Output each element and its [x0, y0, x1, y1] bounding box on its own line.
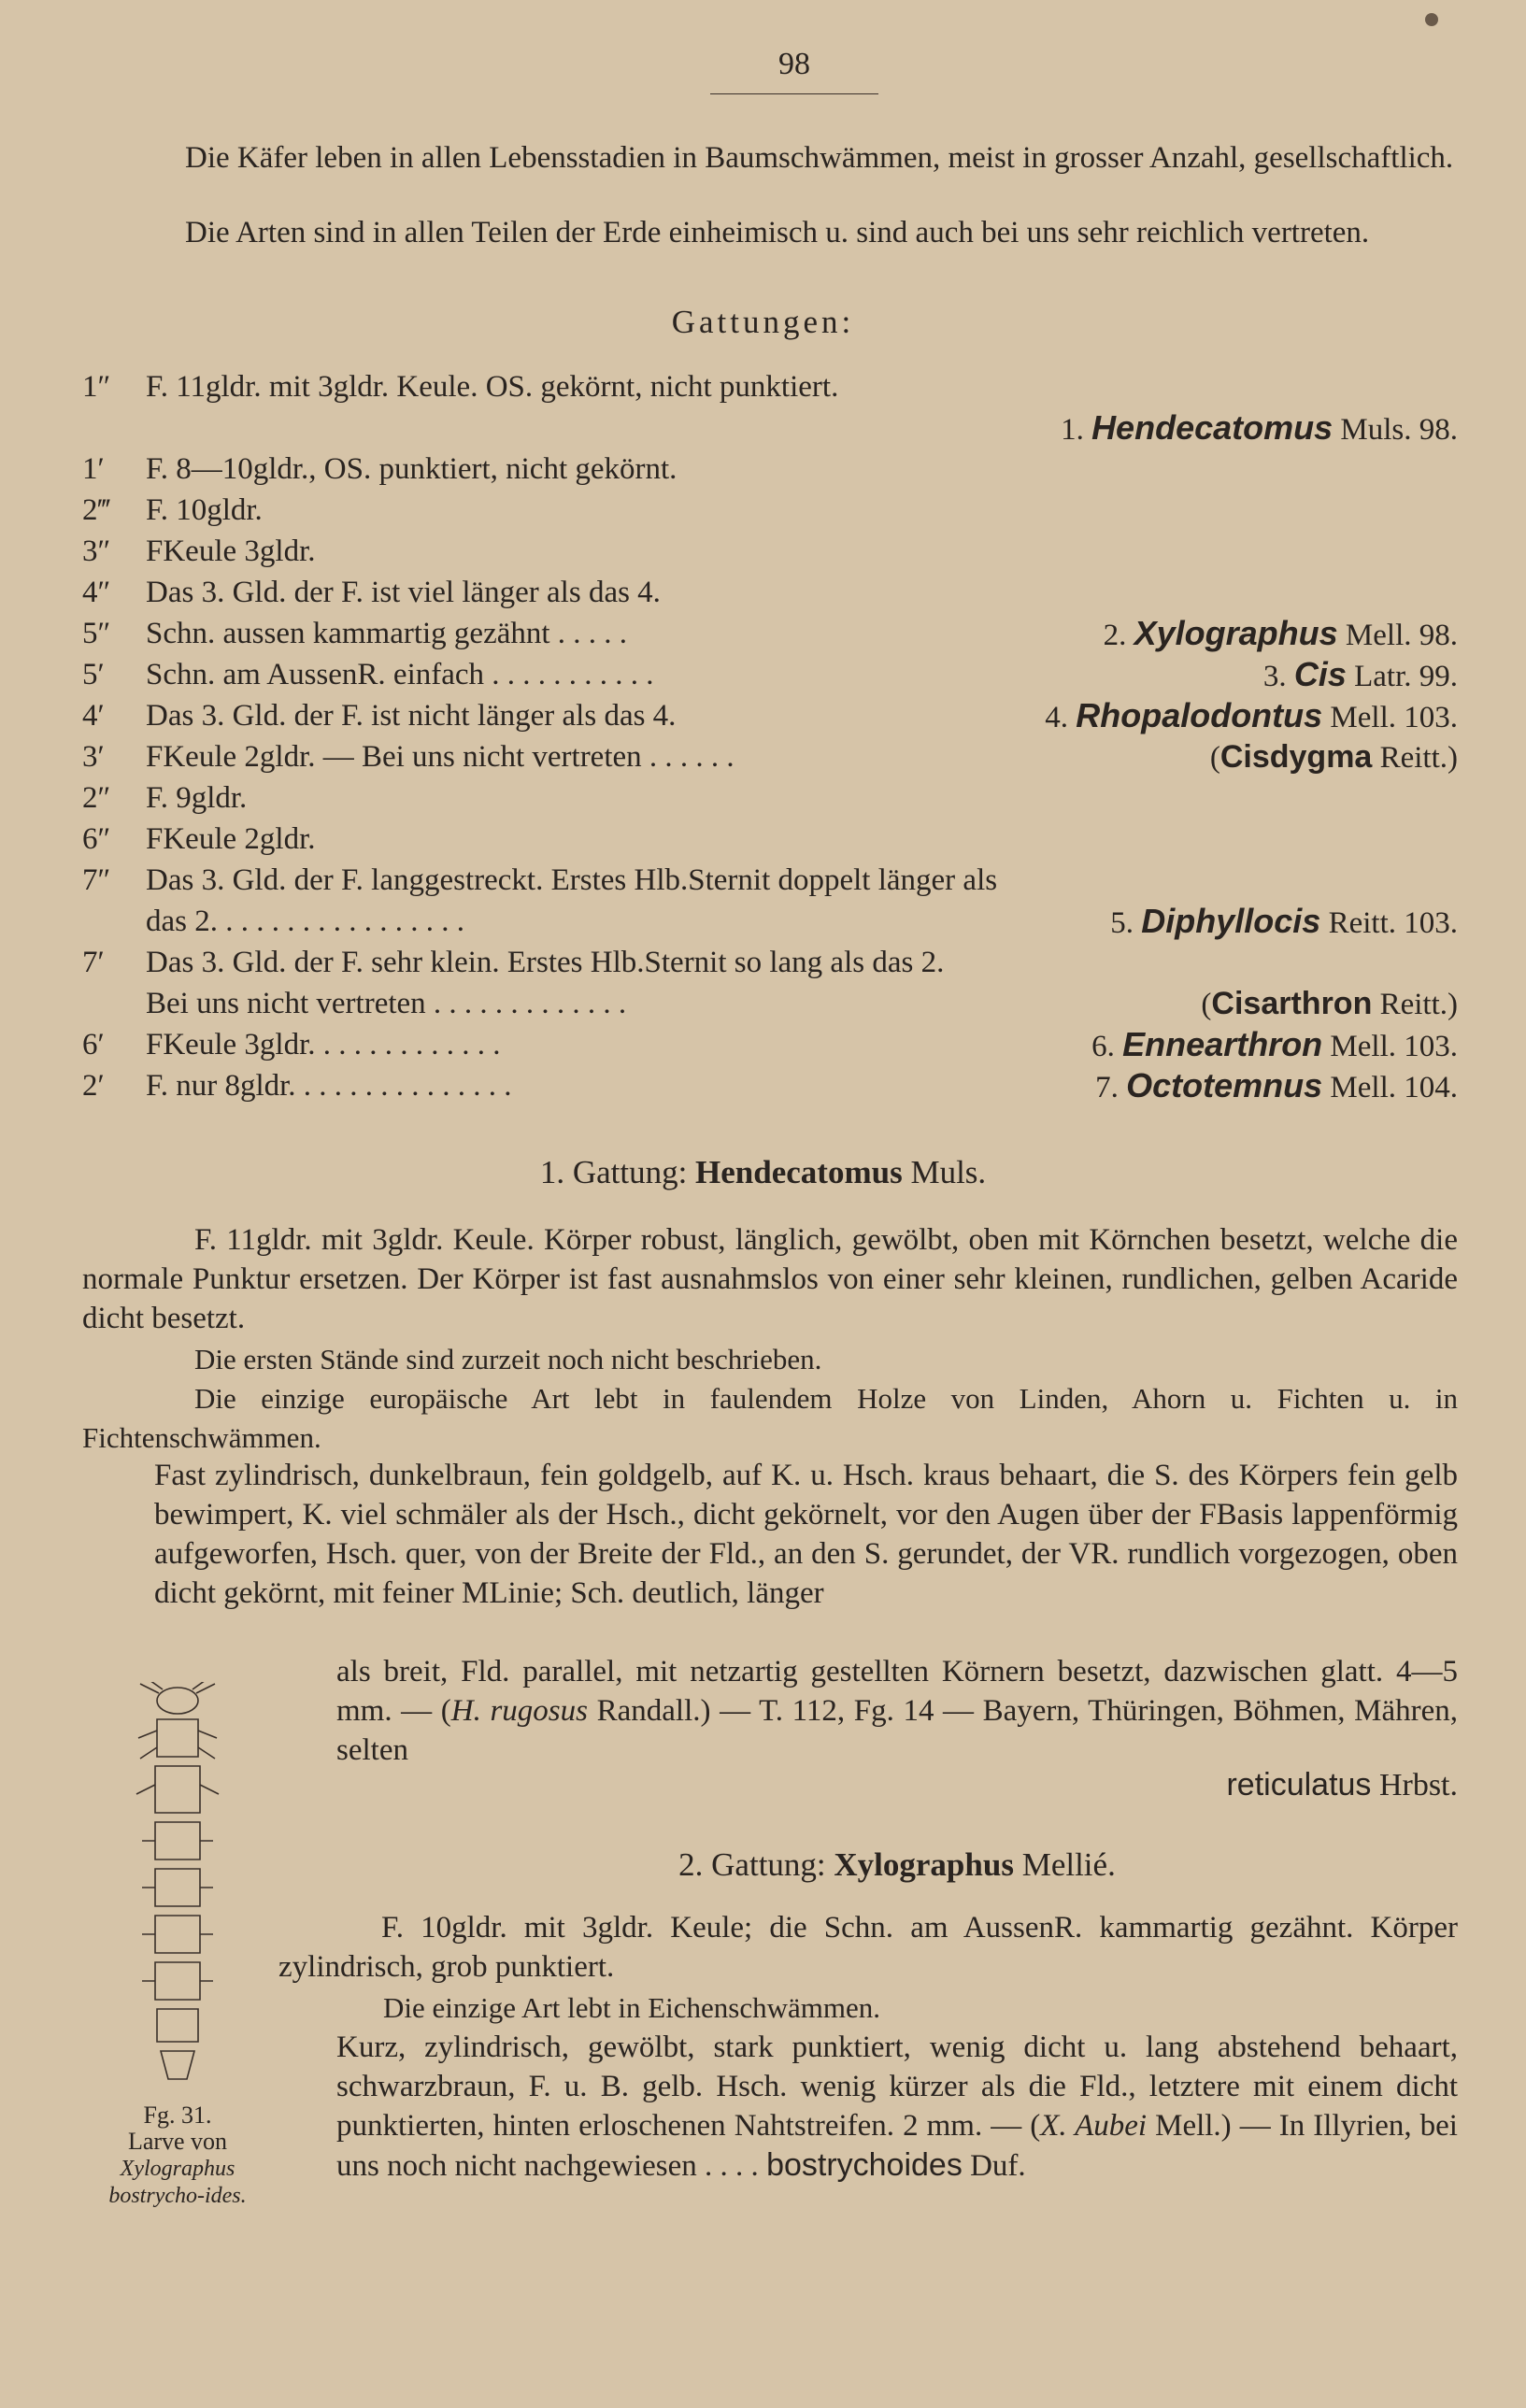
- key-row-text: Das 3. Gld. der F. sehr klein. Erstes Hlb.Sternit so lang als das 2.: [146, 946, 945, 979]
- key-row: [82, 942, 1458, 983]
- key-result-genus: Rhopalodontus: [1076, 696, 1323, 734]
- key-row: [82, 901, 1458, 942]
- key-result-genus: Octotemnus: [1126, 1066, 1323, 1104]
- genus2-heading: [336, 1846, 1458, 1884]
- page-number: 98: [778, 47, 810, 81]
- genus2-desc-text-2: Mell.) — In Illyrien, bei uns noch nicht nachgewiesen . . . .: [336, 2109, 1458, 2183]
- key-row-number: 1′: [82, 452, 105, 486]
- key-row: [82, 695, 1458, 736]
- genus2-paragraph-1: F. 10gldr. mit 3gldr. Keule; die Schn. am AussenR. kammartig gezähnt. Körper zylindrisch, grob punktiert.: [278, 1911, 1458, 1984]
- key-row-text: Das 3. Gld. der F. ist nicht länger als das 4.: [146, 699, 677, 733]
- key-result-number: 6.: [1091, 1030, 1115, 1063]
- genus1-paragraph-3: Die einzige europäische Art lebt in faulendem Holze von Linden, Ahorn u. Fichten u. in Fichtenschwämmen.: [82, 1382, 1458, 1454]
- key-row-text: Das 3. Gld. der F. ist viel länger als das 4.: [146, 576, 661, 609]
- key-row-text: F. 8—10gldr., OS. punktiert, nicht gekörnt.: [146, 452, 677, 486]
- genus2-desc-text: Kurz, zylindrisch, gewölbt, stark punktiert, wenig dicht u. lang abstehend behaart, schwarzbraun, F. u. B. gelb. Hsch. wenig kürzer als die Fld., letztere mit einem dicht punktierten, hinten erloschenen Nahtstreifen. 2 mm. — (: [336, 2030, 1458, 2143]
- key-row-result: [1095, 1065, 1458, 1108]
- intro-paragraph-2: Die Arten sind in allen Teilen der Erde einheimisch u. sind auch bei uns sehr reichlich vertreten.: [185, 216, 1370, 249]
- key-row-text: FKeule 3gldr. . . . . . . . . . . . .: [146, 1028, 501, 1062]
- genus1-heading-label: 1. Gattung:: [539, 1154, 688, 1190]
- genus1-desc-text-2: Randall.) — T. 112, Fg. 14 — Bayern, Thüringen, Böhmen, Mähren, selten: [336, 1694, 1459, 1767]
- genus2-heading-author: Mellié.: [1021, 1846, 1116, 1883]
- genus2-description: [336, 2028, 1458, 2186]
- key-result-author: Reitt.): [1379, 988, 1458, 1021]
- key-row-result: [1104, 613, 1458, 656]
- key-row: [82, 777, 1458, 819]
- key-row-number: 5″: [82, 617, 111, 650]
- genus1-species-author: Hrbst.: [1378, 1768, 1458, 1802]
- genus2-species-name: bostrychoides: [766, 2147, 963, 2183]
- key-row-number: 6″: [82, 822, 111, 856]
- key-row: [82, 1065, 1458, 1106]
- key-row: [82, 654, 1458, 695]
- genus2-heading-label: 2. Gattung:: [678, 1846, 826, 1883]
- key-row-result: [1045, 695, 1458, 738]
- key-row: [82, 1024, 1458, 1065]
- key-row-result: [1091, 1024, 1458, 1067]
- genus1-species: [1226, 1767, 1458, 1803]
- key-row-text: Schn. aussen kammartig gezähnt . . . . .: [146, 617, 628, 650]
- intro-paragraph-1: Die Käfer leben in allen Lebensstadien in Baumschwämmen, meist in grosser Anzahl, gesellschaftlich.: [185, 141, 1454, 175]
- key-row: [82, 613, 1458, 654]
- key-row: [82, 449, 1458, 490]
- genus1-species-name: reticulatus: [1226, 1767, 1372, 1802]
- key-row-text: das 2. . . . . . . . . . . . . . . . .: [146, 905, 464, 938]
- key-result-genus: Diphyllocis: [1141, 902, 1321, 940]
- key-result-number: 3.: [1262, 660, 1287, 693]
- genus1-description-cont: [336, 1652, 1458, 1770]
- genus1-heading: [0, 1154, 1526, 1191]
- genus2-paragraph-2: Die einzige Art lebt in Eichenschwämmen.: [383, 1991, 880, 2024]
- genus2-species-author: Duf.: [970, 2149, 1026, 2183]
- key-row: [82, 860, 1458, 901]
- key-result-author: Mell. 103.: [1330, 701, 1458, 734]
- key-row-result: [1061, 407, 1458, 450]
- figure-caption-species: Xylographus bostrycho-ides.: [108, 2157, 247, 2208]
- key-row-text: FKeule 2gldr. — Bei uns nicht vertreten . . . . . .: [146, 740, 734, 774]
- key-row-number: 6′: [82, 1028, 105, 1062]
- key-result-genus: Xylographus: [1134, 614, 1338, 652]
- key-result-genus: Hendecatomus: [1091, 408, 1333, 447]
- key-row-number: 7″: [82, 863, 111, 897]
- key-result-number: (: [1209, 741, 1220, 775]
- key-row-number: 2″: [82, 781, 111, 815]
- key-row-number: 4′: [82, 699, 105, 733]
- key-result-number: 5.: [1110, 906, 1134, 940]
- key-row: [82, 490, 1458, 531]
- key-result-author: Muls. 98.: [1340, 413, 1458, 447]
- larva-illustration: [121, 1682, 262, 2102]
- key-row-number: 3″: [82, 534, 111, 568]
- genus1-paragraph-2: Die ersten Stände sind zurzeit noch nicht beschrieben.: [194, 1343, 822, 1375]
- genus2-synonym: X. Aubei: [1040, 2109, 1148, 2143]
- key-result-author: Mell. 104.: [1330, 1071, 1458, 1104]
- key-result-number: (: [1201, 988, 1212, 1021]
- key-row: [82, 819, 1458, 860]
- key-row-text: F. nur 8gldr. . . . . . . . . . . . . . .: [146, 1069, 512, 1103]
- key-row-number: 1″: [82, 370, 111, 404]
- key-row-result: [1201, 983, 1458, 1025]
- key-row-number: 4″: [82, 576, 111, 609]
- key-row-text: F. 9gldr.: [146, 781, 248, 815]
- key-row-text: Das 3. Gld. der F. langgestreckt. Erstes Hlb.Sternit doppelt länger als: [146, 863, 998, 897]
- genus1-paragraph-1: F. 11gldr. mit 3gldr. Keule. Körper robust, länglich, gewölbt, oben mit Körnchen besetzt, welche die normale Punktur ersetzen. Der Körper ist fast ausnahmslos von einer sehr kleinen, rundlichen, gelben Acaride dicht besetzt.: [82, 1223, 1458, 1335]
- key-result-number: 4.: [1045, 701, 1068, 734]
- key-row-number: 5′: [82, 658, 105, 691]
- key-row-result: [1263, 654, 1458, 697]
- ink-spot: [1425, 13, 1438, 26]
- key-result-genus: Cisdygma: [1219, 739, 1373, 775]
- key-row-text: FKeule 2gldr.: [146, 822, 316, 856]
- key-row: [82, 736, 1458, 777]
- page-number-rule: [710, 93, 878, 94]
- key-row-number: 2‴: [82, 493, 111, 527]
- figure-caption-line: Larve von: [127, 2128, 228, 2155]
- genus1-heading-author: Muls.: [910, 1154, 987, 1190]
- key-result-author: Mell. 103.: [1330, 1030, 1458, 1063]
- key-row: [82, 531, 1458, 572]
- key-row: [82, 983, 1458, 1024]
- key-row-text: Schn. am AussenR. einfach . . . . . . . . . . .: [146, 658, 654, 691]
- genus1-desc-text: als breit, Fld. parallel, mit netzartig gestellten Körnern besetzt, dazwischen glatt. 4—5 mm. — (: [336, 1655, 1458, 1728]
- key-row-number: 3′: [82, 740, 105, 774]
- key-row-text: Bei uns nicht vertreten . . . . . . . . . . . . .: [146, 987, 627, 1020]
- genus1-synonym: H. rugosus: [450, 1694, 588, 1728]
- genus1-heading-name: Hendecatomus: [695, 1154, 903, 1190]
- key-row-text: F. 11gldr. mit 3gldr. Keule. OS. gekörnt, nicht punktiert.: [146, 370, 839, 404]
- genus2-heading-name: Xylographus: [834, 1846, 1014, 1883]
- key-result-number: 7.: [1095, 1071, 1119, 1104]
- figure-label: Fg. 31.: [143, 2102, 212, 2129]
- key-heading: Gattungen:: [671, 304, 855, 340]
- key-result-genus: Cisarthron: [1211, 986, 1373, 1021]
- key-result-author: Mell. 98.: [1345, 619, 1458, 652]
- key-row-text: FKeule 3gldr.: [146, 534, 316, 568]
- key-result-number: 1.: [1061, 413, 1084, 447]
- key-row: [82, 407, 1458, 449]
- key-row: [82, 366, 1458, 407]
- genus1-description: Fast zylindrisch, dunkelbraun, fein goldgelb, auf K. u. Hsch. kraus behaart, die S. des Körpers fein gelb bewimpert, K. viel schmäler als der Hsch., dicht gekörnelt, vor den Augen über der FBasis lappenförmig aufgeworfen, Hsch. quer, von der Breite der Fld., an den S. gerundet, der VR. rundlich vorgezogen, oben dicht gekörnt, mit feiner MLinie; Sch. deutlich, länger: [154, 1459, 1458, 1610]
- key-result-author: Latr. 99.: [1354, 660, 1458, 693]
- key-row-number: 7′: [82, 946, 105, 979]
- key-row-result: [1210, 736, 1458, 778]
- key-result-author: Reitt.): [1379, 741, 1458, 775]
- figure-caption: [84, 2102, 271, 2209]
- key-result-author: Reitt. 103.: [1328, 906, 1458, 940]
- key-result-genus: Ennearthron: [1122, 1025, 1323, 1063]
- key-result-number: 2.: [1103, 619, 1127, 652]
- key-row-text: F. 10gldr.: [146, 493, 263, 527]
- key-row: [82, 572, 1458, 613]
- key-result-genus: Cis: [1293, 655, 1347, 693]
- key-row-number: 2′: [82, 1069, 105, 1103]
- key-row-result: [1110, 901, 1458, 944]
